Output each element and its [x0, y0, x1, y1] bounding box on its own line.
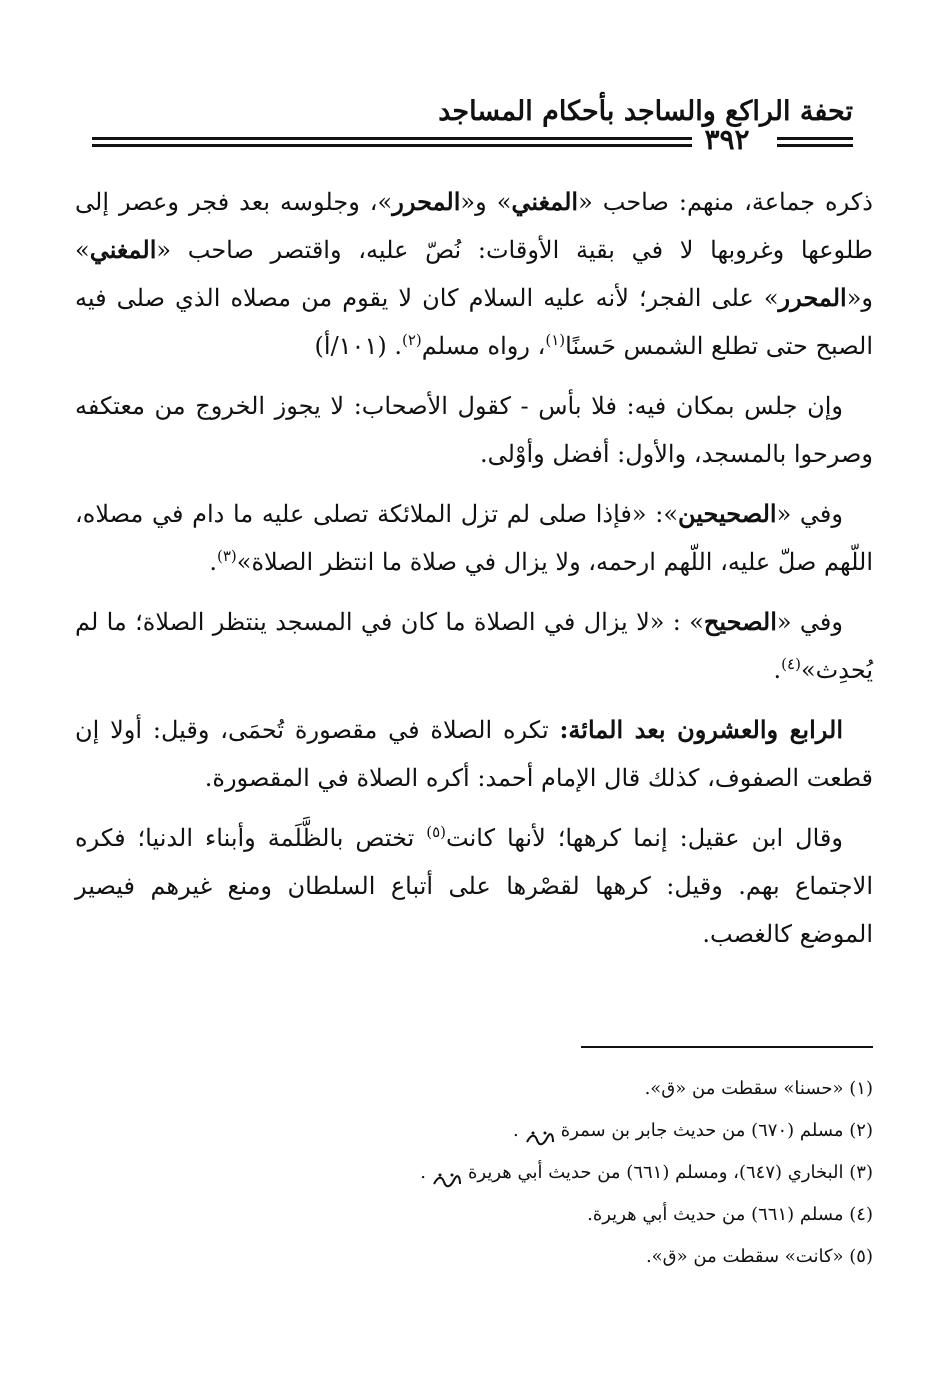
footnote [75, 1152, 873, 1194]
footnote-text: (٣) البخاري (٦٤٧)، ومسلم (٦٦١) من حديث أبي هريرة [468, 1162, 873, 1183]
text: »، وجلوسه بعد فجر وعصر إلى طلوعها وغروبها لا في بقية الأوقات: نُصّ عليه، واقتصر صاحب « [75, 188, 873, 264]
book-title: الصحيحين [678, 499, 777, 528]
text: وفي « [776, 500, 843, 528]
text: ، رواه مسلم [421, 332, 546, 360]
header-rule-line [777, 137, 853, 140]
text: . [773, 656, 782, 684]
book-title: المحرر [392, 187, 461, 216]
footnote-text: (٢) مسلم (٦٧٠) من حديث جابر بن سمرة [560, 1120, 873, 1141]
footnote: (٤) مسلم (٦٦١) من حديث أبي هريرة. [587, 1204, 873, 1225]
footnote [75, 1110, 873, 1152]
text: وقال ابن عقيل: إنما كرهها؛ لأنها كانت [446, 824, 843, 852]
footnote: (١) «حسنا» سقطت من «ق». [644, 1078, 873, 1099]
paragraph [75, 178, 873, 370]
footnote-ref[interactable]: (٢) [401, 331, 422, 349]
section-heading: الرابع والعشرون بعد المائة: [559, 715, 844, 744]
header-rule-line [92, 137, 692, 140]
text: تختص بالظَّلَمة وأبناء الدنيا؛ فكره الاجتماع بهم. وقيل: كرهها لقصْرها على أتباع السلطان ومنع غيرهم فيصير الموضع كالغصب. [75, 824, 874, 948]
footnotes [75, 1068, 873, 1278]
body-text [75, 178, 873, 970]
honorific-icon [525, 1122, 555, 1140]
text: . [209, 548, 217, 576]
paragraph [75, 490, 873, 586]
footnote-ref[interactable]: (٥) [426, 823, 447, 841]
footnote-rule [581, 1046, 873, 1048]
book-title: المغني [511, 187, 579, 216]
text: وفي « [776, 608, 843, 636]
text: »: «فإذا صلى لم تزل الملائكة تصلى عليه ما دام في مصلاه، اللّهم صلّ عليه، اللّهم ارحمه، ولا يزال في صلاة ما انتظر الصلاة» [75, 500, 873, 576]
text: » : «لا يزال في الصلاة ما كان في المسجد ينتظر الصلاة؛ ما لم يُحدِث» [75, 608, 873, 684]
running-title: تحفة الراكع والساجد بأحكام المساجد [438, 96, 853, 127]
text: ذكره جماعة، منهم: صاحب « [578, 188, 873, 216]
header-rule-line [777, 144, 853, 147]
header-rule [92, 136, 853, 152]
book-title: المغني [89, 235, 157, 264]
text: » و« [75, 236, 873, 312]
text: تكره الصلاة في مقصورة تُحمَى، وقيل: أولا إن قطعت الصفوف، كذلك قال الإمام أحمد: أكره الصلاة في المقصورة. [75, 716, 873, 792]
paragraph [75, 706, 873, 802]
honorific-icon [432, 1164, 462, 1182]
footnote: (٥) «كانت» سقطت من «ق». [645, 1246, 873, 1267]
footnote-ref[interactable]: (٣) [217, 547, 237, 565]
text: » و« [460, 188, 512, 216]
header-rule-line [92, 144, 692, 147]
book-title: المحرر [778, 283, 847, 312]
paragraph [75, 814, 873, 958]
footnote-ref[interactable]: (٤) [781, 655, 801, 673]
page-number: ٣٩٢ [704, 123, 750, 156]
footnote-ref[interactable]: (١) [545, 331, 566, 349]
text: » على الفجر؛ لأنه عليه السلام كان لا يقوم من مصلاه الذي صلى فيه الصبح حتى تطلع الشمس حَسنًا [75, 284, 873, 360]
paragraph [75, 598, 873, 694]
footnote-text: . [420, 1162, 426, 1183]
paragraph: وإن جلس بمكان فيه: فلا بأس - كقول الأصحاب: لا يجوز الخروج من معتكفه وصرحوا بالمسجد، والأول: أفضل وأوْلى. [75, 392, 873, 468]
book-title: الصحيح [703, 607, 777, 636]
footnote-text: . [513, 1120, 519, 1141]
text: . (١٠١/أ) [314, 332, 402, 360]
